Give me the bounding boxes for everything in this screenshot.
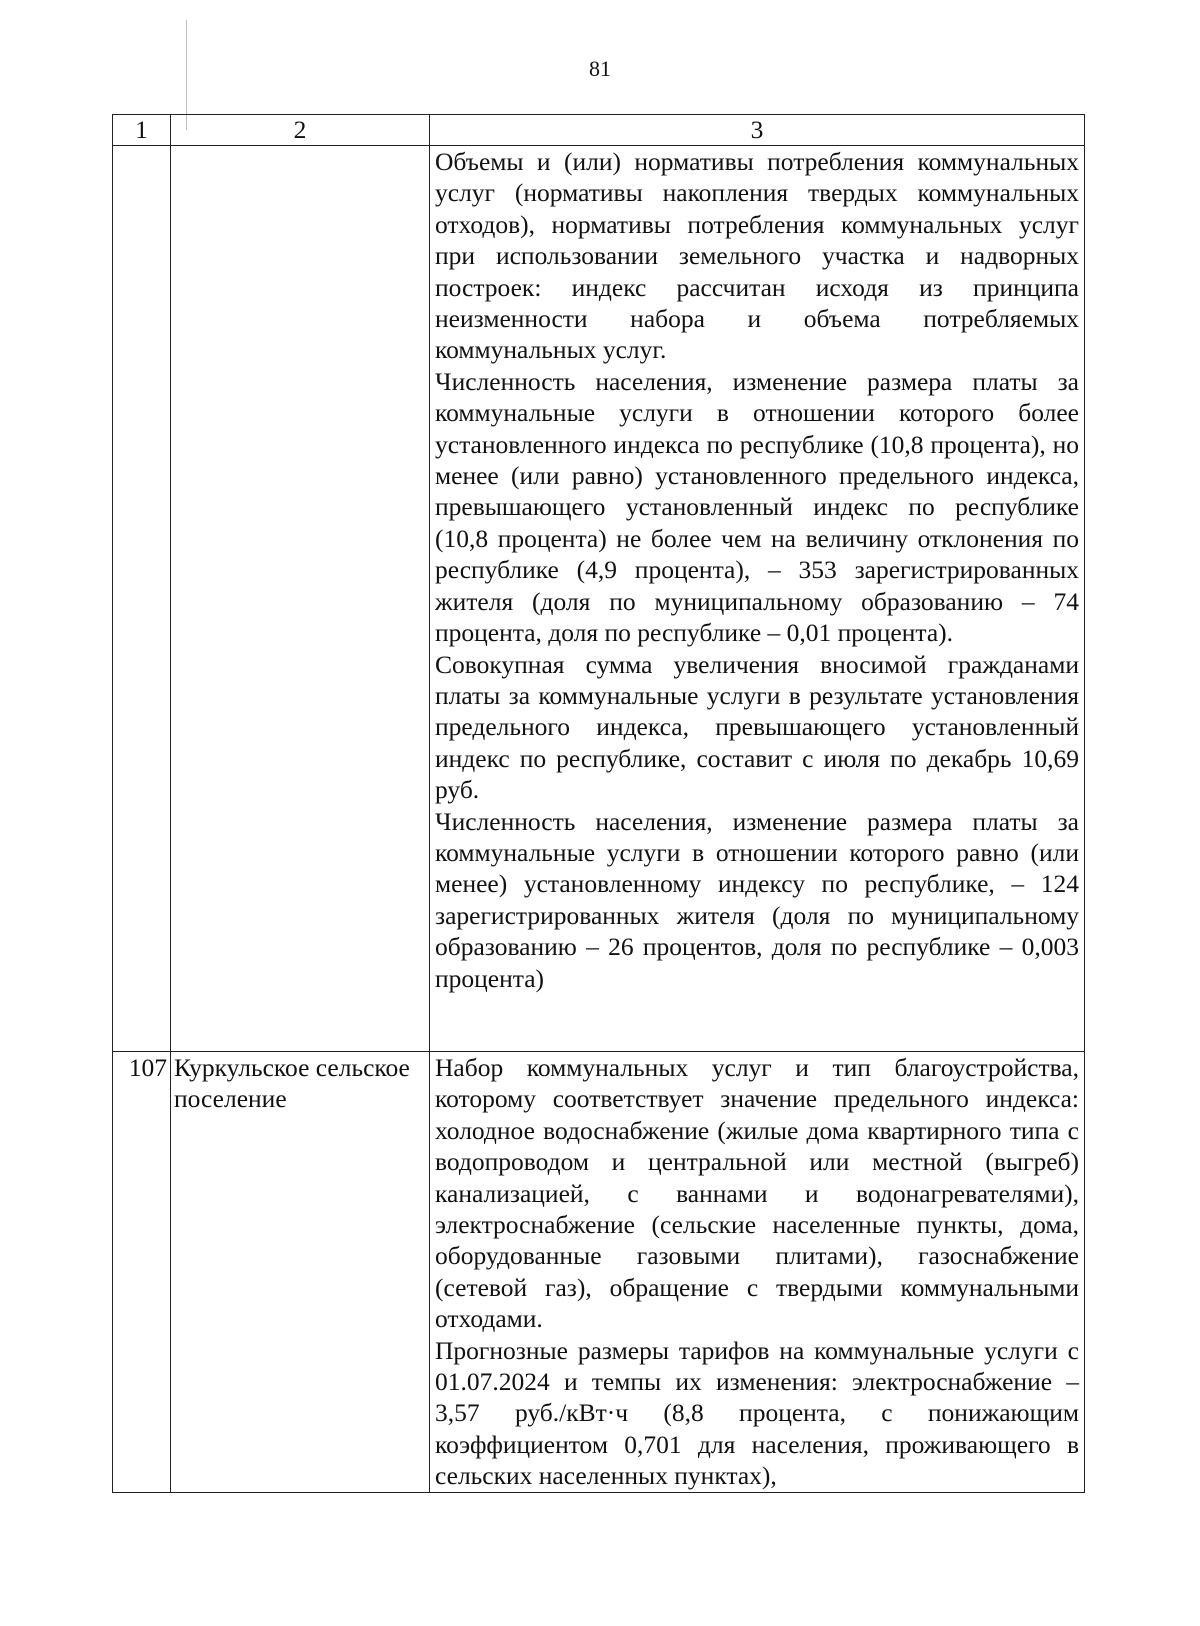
page-number: 81 bbox=[589, 56, 611, 81]
paragraph: Набор коммунальных услуг и тип благоустройства, которому соответствует значение предельного индекса: холодное водоснабжение (жилые дома квартирного типа с водопроводом и центральной или местной (выгреб) канализацией, с ваннами и водонагревателями), электроснабжение (сельские населенные пункты, дома, оборудованные газовыми плитами), газоснабжение (сетевой газ), обращение с твердыми коммунальными отходами. bbox=[435, 1053, 1079, 1334]
paragraph: Численность населения, изменение размера платы за коммунальные услуги в отношении которого более установленного индекса по республике (10,8 процента), но менее (или равно) установленного предельного индекса, превышающего установленный индекс по республике (10,8 процента) не более чем на величину отклонения по республике (4,9 процента), – 353 зарегистрированных жителя (доля по муниципальному образованию – 74 процента, доля по республике – 0,01 процента). bbox=[435, 366, 1079, 648]
table-row bbox=[113, 146, 1085, 1052]
description-cell bbox=[430, 146, 1085, 1052]
description-cell bbox=[430, 1052, 1085, 1493]
row-number-cell: 107 bbox=[113, 1052, 171, 1493]
table-header-row bbox=[113, 115, 1085, 146]
column-header-1: 1 bbox=[113, 115, 171, 146]
row-number-cell bbox=[113, 146, 171, 1052]
table-row bbox=[113, 1052, 1085, 1493]
settlement-name-cell bbox=[171, 146, 430, 1052]
paragraph: Объемы и (или) нормативы потребления коммунальных услуг (нормативы накопления твердых коммунальных отходов), нормативы потребления коммунальных услуг при использовании земельного участка и надворных построек: индекс рассчитан исходя из принципа неизменности набора и объема потребляемых коммунальных услуг. bbox=[435, 147, 1079, 365]
column-header-3: 3 bbox=[430, 115, 1085, 146]
data-table bbox=[112, 114, 1085, 1493]
paragraph: Численность населения, изменение размера платы за коммунальные услуги в отношении которого равно (или менее) установленному индексу по республике, – 124 зарегистрированных жителя (доля по муниципальному образованию – 26 процентов, доля по республике – 0,003 процента) bbox=[435, 806, 1079, 993]
column-header-2: 2 bbox=[171, 115, 430, 146]
paragraph: Совокупная сумма увеличения вносимой гражданами платы за коммунальные услуги в результате установления предельного индекса, превышающего установленный индекс по республике, составит с июля по декабрь 10,69 руб. bbox=[435, 649, 1079, 805]
paragraph: Прогнозные размеры тарифов на коммунальные услуги с 01.07.2024 и темпы их изменения: электроснабжение – 3,57 руб./кВт·ч (8,8 процента, с понижающим коэффициентом 0,701 для населения, проживающего в сельских населенных пунктах), bbox=[435, 1335, 1079, 1491]
settlement-name-cell: Куркульское сельское поселение bbox=[171, 1052, 430, 1493]
